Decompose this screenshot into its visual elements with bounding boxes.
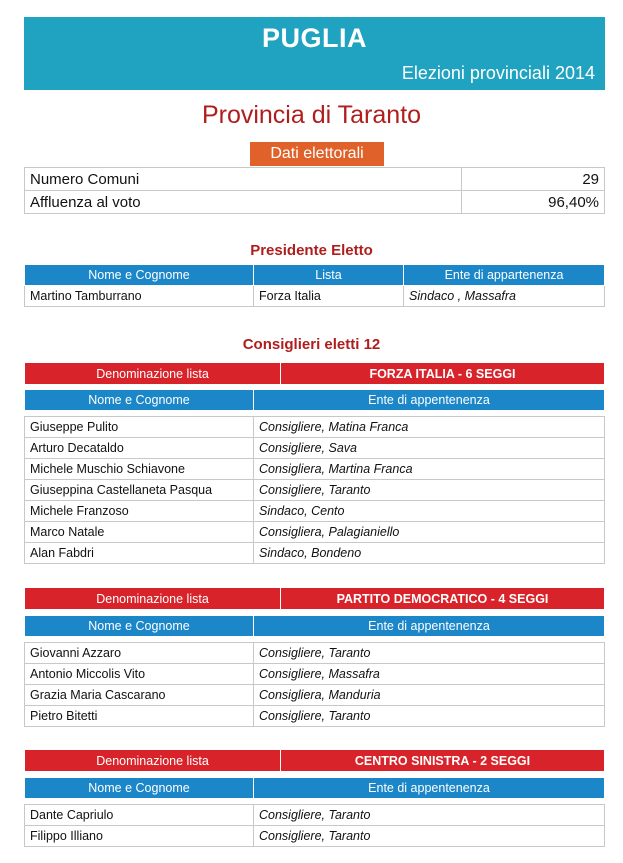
members-rows-centro-sinistra [24, 804, 605, 847]
list-name: CENTRO SINISTRA - 2 SEGGI [281, 750, 605, 772]
member-ente: Consigliera, Palagianiello [254, 522, 605, 543]
header-banner [24, 17, 605, 90]
stats-table [24, 167, 605, 214]
table-row [25, 826, 605, 847]
member-ente: Consigliere, Sava [254, 438, 605, 459]
stat-label: Affluenza al voto [25, 191, 462, 214]
president-name: Martino Tamburrano [25, 286, 254, 307]
list-name: PARTITO DEMOCRATICO - 4 SEGGI [281, 588, 605, 610]
list-name: FORZA ITALIA - 6 SEGGI [281, 363, 605, 385]
members-header-row [25, 616, 605, 637]
member-name: Antonio Miccolis Vito [25, 664, 254, 685]
president-ente: Sindaco , Massafra [404, 286, 605, 307]
col-header-name: Nome e Cognome [25, 265, 254, 286]
table-row [25, 543, 605, 564]
table-row [25, 417, 605, 438]
region-title: PUGLIA [261, 23, 367, 53]
stat-value: 96,40% [462, 191, 605, 214]
list-label: Denominazione lista [25, 588, 281, 610]
member-ente: Sindaco, Cento [254, 501, 605, 522]
col-header-ente: Ente di appentenenza [254, 390, 605, 411]
member-name: Filippo Illiano [25, 826, 254, 847]
member-ente: Consigliere, Taranto [254, 805, 605, 826]
col-header-ente: Ente di appartenenza [404, 265, 605, 286]
member-name: Michele Franzoso [25, 501, 254, 522]
table-row [25, 805, 605, 826]
members-header-row [25, 778, 605, 799]
table-row [25, 286, 605, 307]
member-name: Michele Muschio Schiavone [25, 459, 254, 480]
member-name: Dante Capriulo [25, 805, 254, 826]
stat-row-affluenza [25, 191, 605, 214]
member-name: Alan Fabdri [25, 543, 254, 564]
member-name: Giuseppina Castellaneta Pasqua [25, 480, 254, 501]
table-row [25, 706, 605, 727]
col-header-ente: Ente di appentenenza [254, 616, 605, 637]
member-name: Marco Natale [25, 522, 254, 543]
member-ente: Consigliere, Taranto [254, 643, 605, 664]
member-name: Giuseppe Pulito [25, 417, 254, 438]
table-row [25, 522, 605, 543]
member-name: Giovanni Azzaro [25, 643, 254, 664]
col-header-name: Nome e Cognome [25, 390, 254, 411]
president-section-title: Presidente Eletto [250, 242, 373, 259]
member-ente: Sindaco, Bondeno [254, 543, 605, 564]
stat-label: Numero Comuni [25, 168, 462, 191]
table-row [25, 664, 605, 685]
members-header-row [25, 390, 605, 411]
stat-row-comuni [25, 168, 605, 191]
list-label: Denominazione lista [25, 750, 281, 772]
member-name: Grazia Maria Cascarano [25, 685, 254, 706]
table-row [25, 480, 605, 501]
list-header-row [25, 750, 605, 772]
member-ente: Consigliere, Taranto [254, 480, 605, 501]
table-row [25, 501, 605, 522]
province-title: Provincia di Taranto [201, 101, 422, 129]
member-ente: Consigliera, Manduria [254, 685, 605, 706]
stat-value: 29 [462, 168, 605, 191]
list-table-centro-sinistra [24, 749, 605, 772]
members-rows-forza-italia [24, 416, 605, 564]
members-rows-partito-democratico [24, 642, 605, 727]
list-label: Denominazione lista [25, 363, 281, 385]
col-header-ente: Ente di appentenenza [254, 778, 605, 799]
member-ente: Consigliere, Taranto [254, 826, 605, 847]
member-ente: Consigliere, Taranto [254, 706, 605, 727]
member-ente: Consigliere, Matina Franca [254, 417, 605, 438]
list-table-forza-italia [24, 362, 605, 385]
table-row [25, 438, 605, 459]
president-header-row [25, 265, 605, 286]
member-name: Arturo Decataldo [25, 438, 254, 459]
list-header-row [25, 363, 605, 385]
table-row [25, 459, 605, 480]
table-row [25, 685, 605, 706]
member-ente: Consigliera, Martina Franca [254, 459, 605, 480]
col-header-name: Nome e Cognome [25, 616, 254, 637]
councillors-section-title: Consiglieri eletti 12 [242, 336, 381, 353]
table-row [25, 643, 605, 664]
list-header-row [25, 588, 605, 610]
members-table-forza-italia [24, 389, 605, 411]
col-header-lista: Lista [254, 265, 404, 286]
col-header-name: Nome e Cognome [25, 778, 254, 799]
president-table [24, 264, 605, 307]
list-table-partito-democratico [24, 587, 605, 610]
president-lista: Forza Italia [254, 286, 404, 307]
election-subtitle: Elezioni provinciali 2014 [401, 63, 595, 83]
member-ente: Consigliere, Massafra [254, 664, 605, 685]
member-name: Pietro Bitetti [25, 706, 254, 727]
dati-elettorali-label: Dati elettorali [250, 142, 384, 166]
members-table-centro-sinistra [24, 777, 605, 799]
members-table-partito-democratico [24, 615, 605, 637]
